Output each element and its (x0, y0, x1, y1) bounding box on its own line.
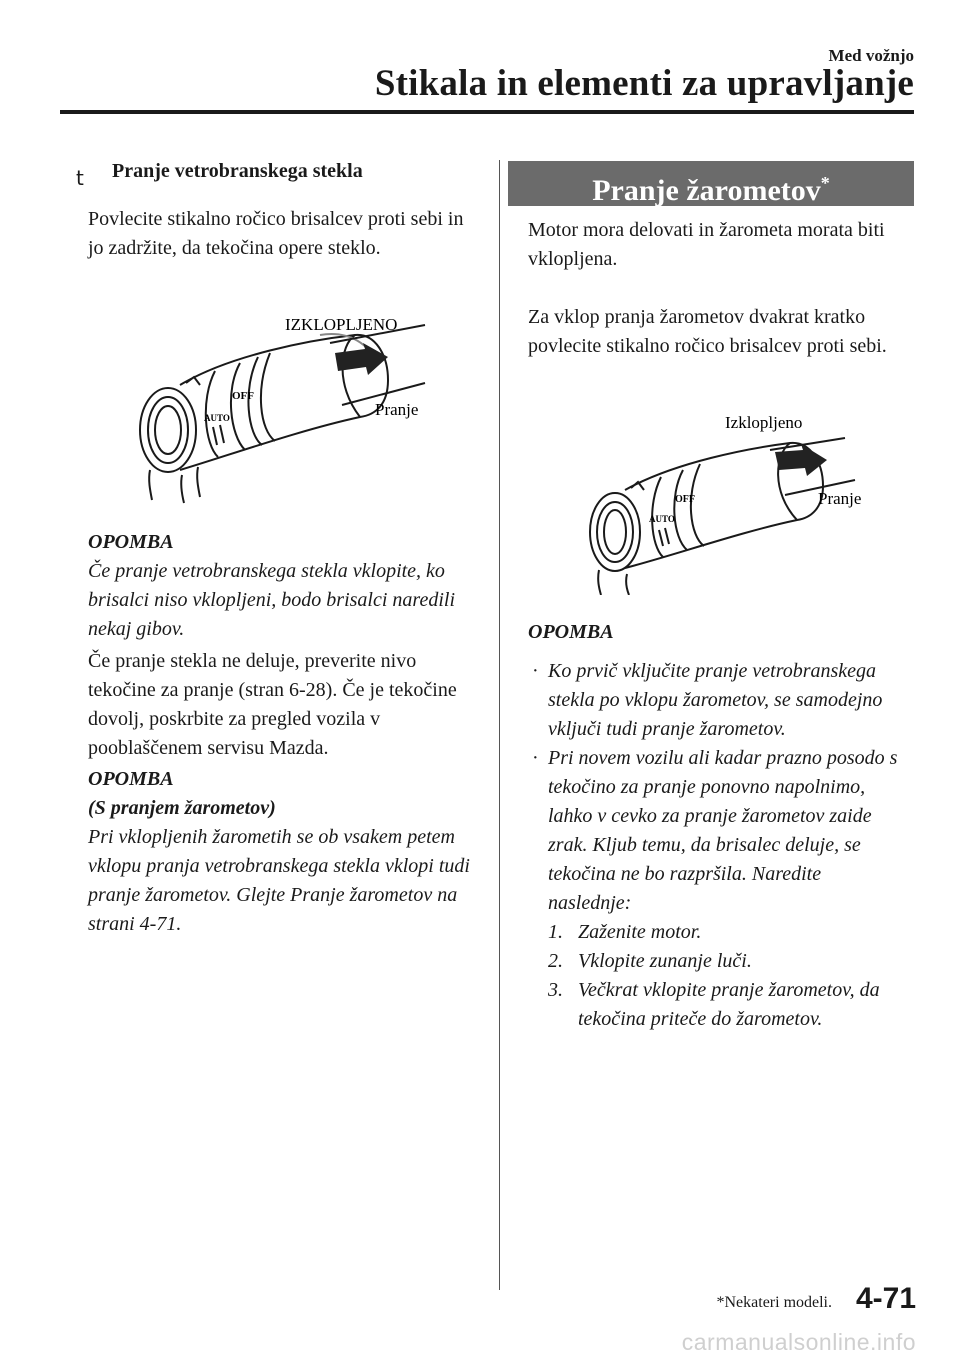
note-subtitle: (S pranjem žarometov) (88, 797, 276, 819)
switch-off-label: OFF (675, 494, 695, 505)
left-note-1 (88, 528, 478, 644)
requirements-paragraph: Motor mora delovati in žarometa morata biti vklopljena. (528, 219, 885, 270)
left-note-2 (88, 765, 478, 939)
intro-paragraph: Povlecite stikalno ročico brisalcev proti sebi in jo zadržite, da tekočina opere steklo. (88, 208, 464, 259)
header-rule (60, 110, 914, 114)
step-item: 2. Vklopite zunanje luči. (548, 950, 752, 972)
right-note (528, 618, 908, 1034)
figure-label-off: Izklopljeno (725, 413, 803, 432)
footnote-some-models: *Nekateri modeli. (716, 1294, 832, 1311)
step-item: 3. Večkrat vklopite pranje žarometov, da tekočina priteče do žarometov. (548, 979, 880, 1030)
switch-auto-label: AUTO (204, 413, 230, 423)
note-item: · Ko prvič vključite pranje vetrobranskega stekla po vklopu žarometov, se samodejno vključi tudi pranje žarometov. (528, 657, 908, 744)
section-banner-headlight-wash (508, 161, 914, 206)
watermark: carmanualsonline.info (681, 1329, 916, 1355)
right-paragraph-1 (528, 216, 908, 274)
figure-label-wash: Pranje (818, 489, 862, 508)
activation-paragraph: Za vklop pranja žarometov dvakrat kratko povlecite stikalno ročico brisalcev proti sebi. (528, 306, 887, 357)
note-title: OPOMBA (88, 531, 174, 553)
switch-off-label: OFF (232, 390, 254, 402)
right-paragraph-2 (528, 303, 908, 361)
subhead-windshield-wash: Pranje vetrobranskega stekla (112, 160, 363, 182)
bullet-dot-icon: · (532, 660, 539, 682)
washer-check-paragraph: Če pranje stekla ne deluje, preverite nivo tekočine za pranje (stran 6-28). Če je tekočine dovolj, poskrbite za pregled vozila v pooblaščenem servisu Mazda. (88, 650, 457, 759)
note-text: Če pranje vetrobranskega stekla vklopite, ko brisalci niso vklopljeni, bodo brisalci naredili nekaj gibov. (88, 560, 456, 640)
bullet-dot-icon: · (532, 747, 539, 769)
left-paragraph-2 (88, 647, 478, 763)
wiper-stalk-figure-right (575, 410, 875, 595)
note-title: OPOMBA (88, 768, 174, 790)
note-title: OPOMBA (528, 621, 614, 643)
banner-title: Pranje žarometov (592, 174, 821, 207)
switch-auto-label: AUTO (649, 514, 675, 524)
note-item: · Pri novem vozilu ali kadar prazno posodo s tekočino za pranje ponovno napolnimo, lahko v cevko za pranje žarometov zaide zrak. Kljub temu, da brisalec deluje, se tekočina ne bo razpršila. Naredite naslednje: (528, 744, 908, 918)
chapter-title: Stikala in elementi za upravljanje (374, 63, 914, 104)
note-text: Pri vklopljenih žarometih se ob vsakem petem vklopu pranja vetrobranskega stekla vklopi tudi pranje žarometov. Glejte Pranje žarometov na strani 4-71. (88, 826, 470, 935)
figure-label-off: IZKLOPLJENO (285, 315, 398, 334)
subhead-bullet-icon: t (76, 166, 84, 190)
step-list (548, 918, 908, 1034)
section-label: Med vožnjo (828, 46, 914, 65)
wiper-stalk-figure-left (120, 305, 440, 505)
step-item: 1. Zaženite motor. (548, 921, 702, 943)
column-divider (499, 160, 500, 1290)
figure-label-wash: Pranje (375, 400, 419, 419)
page-number: 4-71 (855, 1282, 916, 1315)
banner-asterisk: * (820, 173, 830, 193)
note-list (528, 657, 908, 918)
left-intro (88, 205, 478, 263)
